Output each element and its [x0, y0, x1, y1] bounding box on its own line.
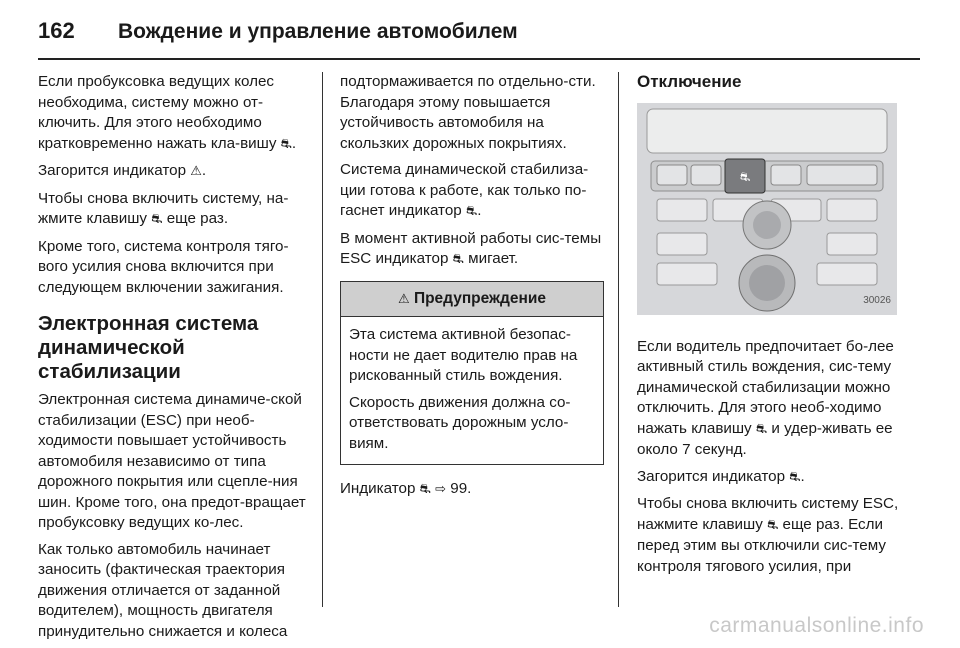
page-title: Вождение и управление автомобилем	[118, 20, 518, 43]
warning-body	[341, 317, 603, 464]
page-reference: 99.	[450, 480, 472, 497]
text: мигает.	[468, 250, 519, 267]
paragraph	[340, 160, 604, 223]
paragraph	[38, 72, 310, 155]
header-rule	[38, 58, 920, 60]
paragraph: подтормаживается по отдельно-сти. Благодаря этому повышается устойчивость автомобиля на скользких дорожных покрытиях.	[340, 73, 596, 152]
paragraph	[637, 337, 905, 461]
text: Если водитель предпочитает бо-лее активный стиль вождения, сис-тему динамической стабилизации можно отключить. Для этого необ-ходимо нажать клавишу	[637, 337, 894, 437]
text: Система динамической стабилиза-ции готова к работе, как только по-гаснет индикатор	[340, 161, 589, 219]
text: .	[800, 467, 805, 485]
text: Чтобы снова включить систему, на-жмите клавишу	[38, 189, 289, 227]
text: Чтобы снова включить систему ESC, нажмите клавишу	[637, 495, 899, 533]
text: и удер-живать ее около 7 секунд.	[637, 419, 893, 458]
section-heading: Электронная система динамической стабилизации	[38, 312, 259, 383]
page-number: 162	[38, 18, 75, 43]
esc-off-icon: ⛐	[151, 212, 163, 227]
esc-off-icon: ⛐	[767, 517, 779, 533]
esc-off-indicator-icon: ⛐	[789, 469, 801, 485]
esc-off-icon: ⛐	[755, 421, 768, 437]
tc-off-icon: ⚠	[190, 164, 202, 179]
warning-triangle-icon: ⚠	[397, 291, 410, 307]
text: Загорится индикатор	[38, 162, 187, 179]
page-header	[38, 18, 518, 48]
text: еще раз.	[166, 210, 229, 227]
esc-off-icon: ⛐	[465, 204, 478, 219]
svg-text:⛐: ⛐	[739, 169, 751, 184]
paragraph: Как только автомобиль начинает заносить (фактическая траектория движения отличается от заданной водителем), мощность двигателя принудительно снижается и колеса	[38, 540, 288, 640]
paragraph	[637, 494, 905, 577]
paragraph	[340, 229, 604, 271]
paragraph: Скорость движения должна со-ответствовать дорожным усло-виям.	[349, 393, 571, 452]
column-2	[340, 72, 604, 507]
watermark: carmanualsonline.info	[709, 614, 924, 637]
reference-arrow-icon: ⇨	[435, 482, 447, 497]
text: .	[477, 202, 482, 219]
column-divider-1	[322, 72, 323, 607]
paragraph	[38, 161, 310, 183]
paragraph: Эта система активной безопас-ности не дает водителю прав на рискованный стиль вождения.	[349, 326, 578, 384]
column-1	[38, 72, 310, 648]
paragraph: Электронная система динамиче-ской стабилизации (ESC) при необ-ходимости повышает устойчивость автомобиля независимо от типа дорожного покрытия или сцепле-ния шин. Кроме того, она предот-вращает пробуксовку ведущих ко-лес.	[38, 391, 306, 531]
esc-off-icon: ⛐	[280, 136, 292, 152]
paragraph: Кроме того, система контроля тяго-вого усилия снова включится при следующем включении зажигания.	[38, 237, 289, 296]
column-3	[637, 72, 905, 583]
text: Индикатор	[340, 480, 416, 497]
figure-number: 30026	[863, 295, 891, 306]
column-divider-2	[618, 72, 619, 607]
paragraph	[340, 479, 604, 501]
text: еще раз. Если перед этим вы отключили сис-тему контроля тягового усилия, при	[637, 515, 886, 575]
paragraph	[637, 467, 905, 489]
control-panel-illustration	[637, 103, 897, 315]
text: .	[201, 162, 207, 179]
warning-box	[340, 281, 604, 466]
esc-off-icon: ⛐	[419, 482, 431, 497]
esc-off-icon: ⛐	[452, 252, 464, 267]
warning-header	[341, 282, 603, 318]
section-heading: Отключение	[637, 72, 742, 91]
text: В момент активной работы сис-темы ESC индикатор	[340, 229, 602, 267]
control-panel-figure	[637, 103, 897, 315]
text: .	[291, 134, 297, 152]
text: Если пробуксовка ведущих колес необходима, систему можно от-ключить. Для этого необходимо кратковременно нажать кла-вишу	[38, 73, 277, 152]
text: Загорится индикатор	[637, 467, 786, 485]
paragraph	[38, 189, 310, 231]
warning-title: Предупреждение	[413, 289, 547, 307]
